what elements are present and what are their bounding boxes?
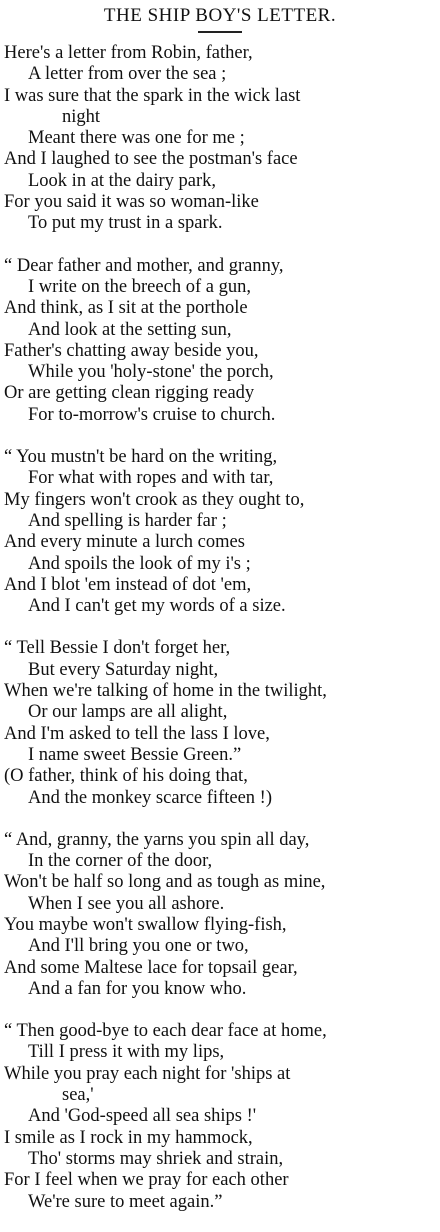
poem-line: And the monkey scarce fifteen !): [28, 787, 272, 808]
poem-line: Till I press it with my lips,: [28, 1042, 225, 1063]
poem-line: When I see you all ashore.: [28, 893, 225, 914]
poem-line: I was sure that the spark in the wick last: [4, 85, 301, 106]
poem-line: And some Maltese lace for topsail gear,: [4, 957, 298, 978]
poem-line: “ You mustn't be hard on the writing,: [4, 447, 278, 468]
poem-line: night: [62, 106, 101, 127]
poem-line: I smile as I rock in my hammock,: [4, 1127, 253, 1148]
poem-line: And 'God-speed all sea ships !': [28, 1106, 257, 1127]
poem-line: I write on the breech of a gun,: [28, 276, 251, 297]
poem-line: And I blot 'em instead of dot 'em,: [4, 574, 252, 595]
poem-line: Or are getting clean rigging ready: [4, 383, 255, 404]
poem-line: And spelling is harder far ;: [28, 510, 227, 531]
poem-line: Here's a letter from Robin, father,: [4, 43, 253, 63]
poem-line: While you pray each night for 'ships at: [4, 1063, 291, 1084]
stanza-5: [4, 830, 436, 1000]
poem-line: And I'm asked to tell the lass I love,: [4, 723, 270, 744]
poem-line: Father's chatting away beside you,: [4, 340, 259, 361]
poem-line: “ Dear father and mother, and granny,: [4, 255, 284, 276]
poem-line: For you said it was so woman-like: [4, 192, 259, 213]
poem-line: “ Tell Bessie I don't forget her,: [4, 638, 231, 659]
poem-line: Look in at the dairy park,: [28, 170, 217, 191]
poem-line: Meant there was one for me ;: [28, 128, 245, 149]
stanza-1: [4, 43, 436, 235]
poem-line: And I can't get my words of a size.: [28, 596, 286, 617]
poem-line: “ And, granny, the yarns you spin all day,: [4, 829, 310, 850]
poem-line: You maybe won't swallow flying-fish,: [4, 914, 287, 935]
poem-line: And I laughed to see the postman's face: [4, 149, 298, 170]
poem-line: sea,': [62, 1085, 94, 1106]
poem-line: A letter from over the sea ;: [28, 64, 227, 85]
poem-line: While you 'holy-stone' the porch,: [28, 362, 274, 383]
poem-line: (O father, think of his doing that,: [4, 766, 248, 787]
poem-line: And think, as I sit at the porthole: [4, 298, 248, 319]
poem-line: When we're talking of home in the twilight,: [4, 681, 327, 702]
poem-line: In the corner of the door,: [28, 851, 213, 872]
poem-line: And every minute a lurch comes: [4, 532, 245, 553]
poem-line: Or our lamps are all alight,: [28, 702, 228, 723]
poem-line: And I'll bring you one or two,: [28, 936, 249, 957]
poem-line: To put my trust in a spark.: [28, 213, 223, 234]
poem-line: My fingers won't crook as they ought to,: [4, 489, 305, 510]
poem-body: [4, 43, 436, 1213]
poem-line: “ Then good-bye to each dear face at home,: [4, 1021, 327, 1042]
stanza-3: [4, 447, 436, 617]
stanza-6: [4, 1021, 436, 1213]
poem-line: For to-morrow's cruise to church.: [28, 404, 276, 425]
poem-line: And a fan for you know who.: [28, 978, 247, 999]
poem-line: But every Saturday night,: [28, 659, 219, 680]
poem-line: Won't be half so long and as tough as mine,: [4, 872, 326, 893]
poem-line: Tho' storms may shriek and strain,: [28, 1148, 284, 1169]
poem-line: For I feel when we pray for each other: [4, 1170, 289, 1191]
poem-title: THE SHIP BOY'S LETTER.: [103, 5, 337, 26]
poem-line: And look at the setting sun,: [28, 319, 232, 340]
title-rule: [198, 31, 242, 33]
stanza-4: [4, 638, 436, 808]
poem-line: We're sure to meet again.”: [28, 1191, 223, 1212]
poem-line: And spoils the look of my i's ;: [28, 553, 251, 574]
stanza-2: [4, 256, 436, 426]
poem-line: For what with ropes and with tar,: [28, 468, 274, 489]
poem-line: I name sweet Bessie Green.”: [28, 744, 242, 765]
